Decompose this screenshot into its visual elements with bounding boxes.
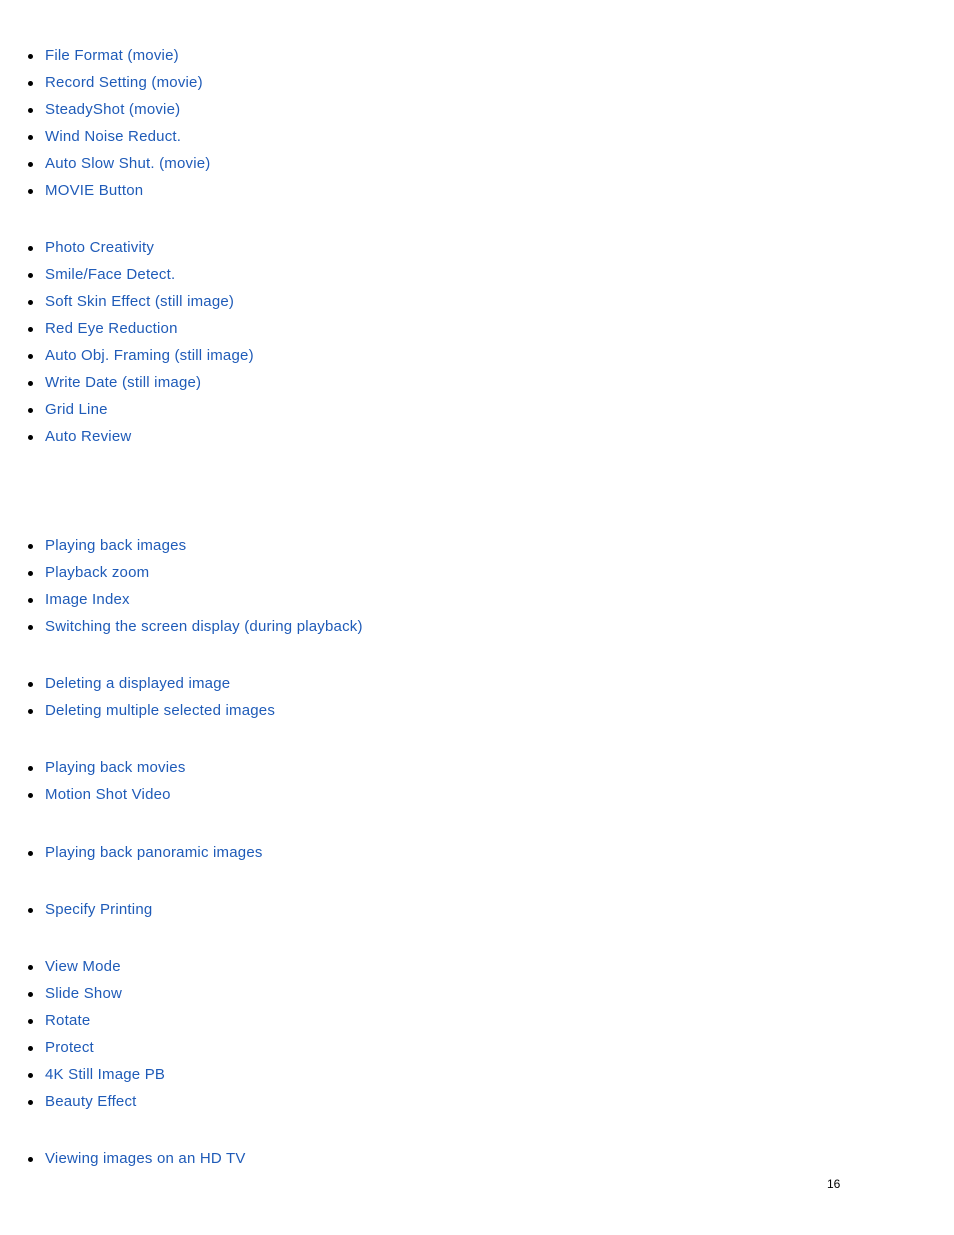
list-item [0,1149,246,1176]
topic-link[interactable]: MOVIE Button [45,182,144,199]
link-list [0,1149,246,1176]
link-list [0,957,165,1119]
list-item [0,785,186,812]
list-item [0,1038,165,1065]
bullet-icon [28,1046,33,1051]
bullet-icon [28,1019,33,1024]
topic-link[interactable]: 4K Still Image PB [45,1066,166,1083]
bullet-icon [28,381,33,386]
bullet-icon [28,354,33,359]
topic-link[interactable]: Soft Skin Effect (still image) [45,293,235,310]
bullet-icon [28,625,33,630]
topic-link[interactable]: Deleting a displayed image [45,675,231,692]
bullet-icon [28,81,33,86]
list-item [0,843,263,870]
topic-link[interactable]: Playing back movies [45,759,186,776]
topic-link[interactable]: Auto Obj. Framing (still image) [45,347,254,364]
bullet-icon [28,162,33,167]
topic-link[interactable]: Switching the screen display (during playback) [45,618,363,635]
bullet-icon [28,571,33,576]
list-item [0,238,254,265]
bullet-icon [28,1100,33,1105]
list-item [0,701,275,728]
topic-link[interactable]: Auto Review [45,428,132,445]
list-item [0,758,186,785]
bullet-icon [28,189,33,194]
bullet-icon [28,992,33,997]
bullet-icon [28,793,33,798]
link-list [0,238,254,454]
bullet-icon [28,108,33,113]
link-list [0,900,152,927]
bullet-icon [28,1157,33,1162]
list-item [0,373,254,400]
bullet-icon [28,682,33,687]
topic-link[interactable]: File Format (movie) [45,47,179,64]
bullet-icon [28,54,33,59]
bullet-icon [28,327,33,332]
list-item [0,590,363,617]
topic-link[interactable]: Record Setting (movie) [45,74,203,91]
bullet-icon [28,246,33,251]
list-item [0,127,211,154]
list-item [0,73,211,100]
topic-link[interactable]: Playback zoom [45,564,150,581]
topic-link[interactable]: Protect [45,1039,94,1056]
topic-link[interactable]: Wind Noise Reduct. [45,128,182,145]
bullet-icon [28,435,33,440]
list-item [0,1065,165,1092]
bullet-icon [28,273,33,278]
topic-link[interactable]: Deleting multiple selected images [45,702,276,719]
bullet-icon [28,851,33,856]
link-list [0,536,363,644]
bullet-icon [28,965,33,970]
topic-link[interactable]: Viewing images on an HD TV [45,1150,246,1167]
topic-link[interactable]: Grid Line [45,401,108,418]
list-item [0,563,363,590]
bullet-icon [28,908,33,913]
bullet-icon [28,766,33,771]
list-item [0,957,165,984]
page-number: 16 [827,1177,841,1191]
list-item [0,181,211,208]
topic-link[interactable]: SteadyShot (movie) [45,101,181,118]
list-item [0,154,211,181]
list-item [0,292,254,319]
topic-link[interactable]: View Mode [45,958,121,975]
bullet-icon [28,544,33,549]
list-item [0,265,254,292]
link-list [0,758,186,812]
list-item [0,427,254,454]
topic-link[interactable]: Smile/Face Detect. [45,266,176,283]
topic-link[interactable]: Rotate [45,1012,91,1029]
list-item [0,46,211,73]
link-list [0,46,211,208]
bullet-icon [28,408,33,413]
link-list [0,843,263,870]
link-list [0,674,275,728]
list-item [0,100,211,127]
list-item [0,1011,165,1038]
bullet-icon [28,135,33,140]
topic-link[interactable]: Playing back panoramic images [45,844,263,861]
bullet-icon [28,1073,33,1078]
list-item [0,617,363,644]
topic-link[interactable]: Beauty Effect [45,1093,137,1110]
topic-link[interactable]: Write Date (still image) [45,374,202,391]
bullet-icon [28,300,33,305]
bullet-icon [28,598,33,603]
list-item [0,900,152,927]
topic-link[interactable]: Motion Shot Video [45,786,171,803]
list-item [0,674,275,701]
list-item [0,536,363,563]
topic-link[interactable]: Playing back images [45,537,187,554]
list-item [0,1092,165,1119]
topic-link[interactable]: Photo Creativity [45,239,155,256]
topic-link[interactable]: Specify Printing [45,901,153,918]
bullet-icon [28,709,33,714]
list-item [0,400,254,427]
list-item [0,346,254,373]
topic-link[interactable]: Auto Slow Shut. (movie) [45,155,211,172]
topic-link[interactable]: Red Eye Reduction [45,320,178,337]
list-item [0,319,254,346]
topic-link[interactable]: Slide Show [45,985,123,1002]
topic-link[interactable]: Image Index [45,591,130,608]
list-item [0,984,165,1011]
